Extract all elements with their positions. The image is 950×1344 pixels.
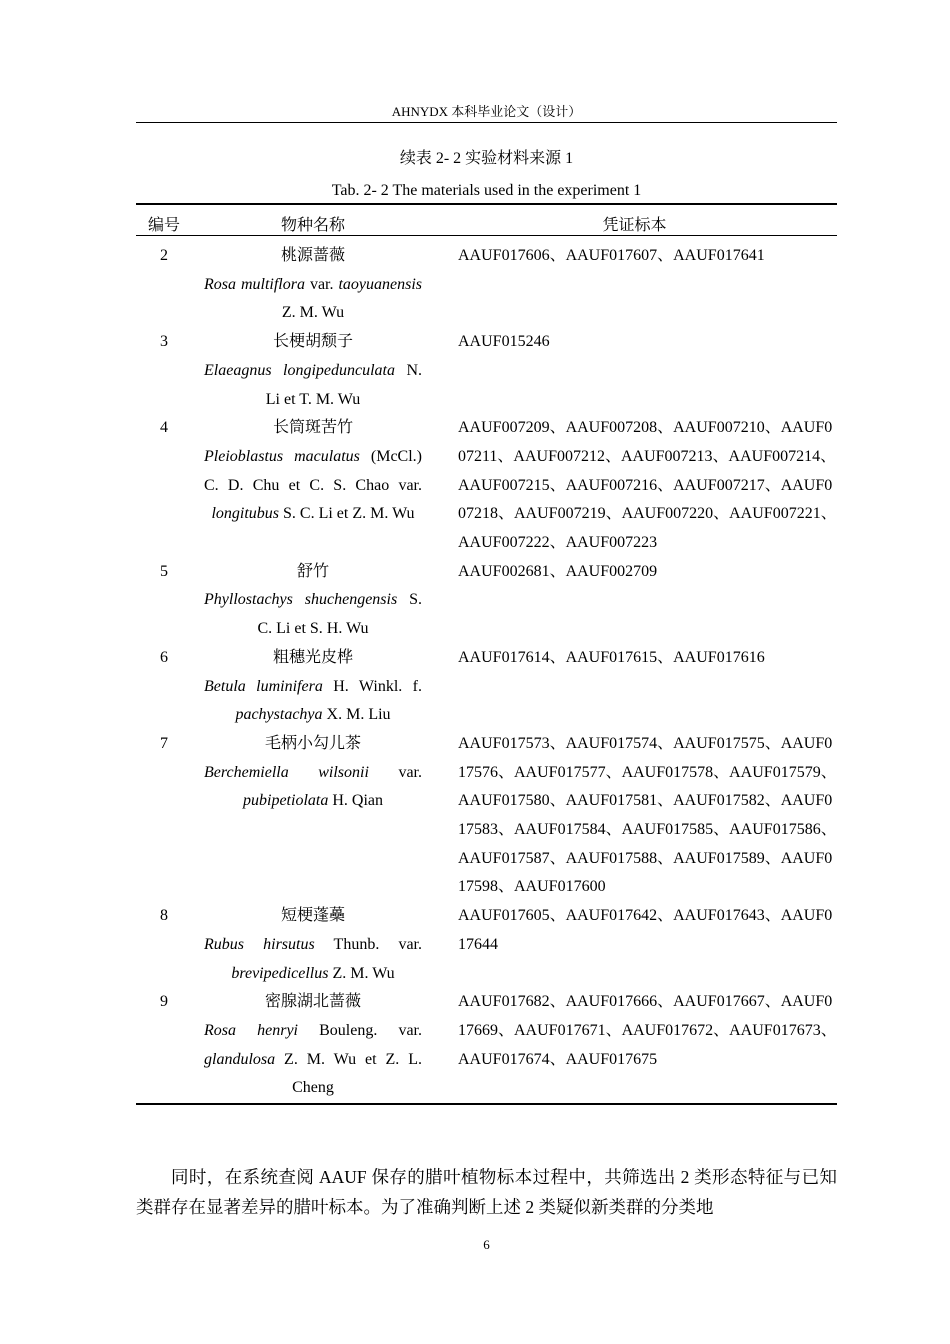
author-citation: N. Li et T. M. Wu — [265, 361, 422, 408]
author-citation: Z. M. Wu — [281, 304, 345, 322]
chinese-name: 毛柄小勾儿茶 — [264, 734, 361, 752]
scientific-epithet: Rosa henryi — [204, 1021, 298, 1039]
materials-table — [136, 203, 837, 1105]
table-row — [136, 988, 837, 1104]
scientific-epithet: Berchemiella wilsonii — [204, 763, 369, 781]
table-body — [136, 236, 837, 1105]
scientific-name — [204, 931, 422, 988]
table-row — [136, 558, 837, 644]
author-citation: H. Winkl. f. — [322, 677, 422, 695]
voucher-specimens: AAUF017682、AAUF017666、AAUF017667、AAUF017669、AAUF017671、AAUF017672、AAUF017673、AAUF017674、AAUF017675 — [432, 988, 837, 1104]
author-citation: S. C. Li et S. H. Wu — [257, 591, 422, 638]
author-citation: Bouleng. var. — [298, 1021, 423, 1039]
author-citation: var. — [368, 763, 422, 781]
species-name-cell — [194, 414, 432, 558]
scientific-epithet: Elaeagnus longipedunculata — [204, 361, 395, 379]
author-citation: X. M. Liu — [322, 706, 391, 724]
author-citation: Z. M. Wu — [328, 964, 395, 982]
author-citation: (McCl.) C. D. Chu et C. S. Chao var. — [204, 447, 422, 494]
header-voucher: 凭证标本 — [432, 204, 837, 236]
row-id: 5 — [160, 562, 168, 580]
voucher-specimens: AAUF015246 — [458, 333, 550, 351]
species-name-cell — [194, 730, 432, 902]
table-row — [136, 414, 837, 558]
voucher-specimens: AAUF002681、AAUF002709 — [458, 562, 658, 580]
table-row — [136, 328, 837, 414]
chinese-name: 长梗胡颓子 — [272, 333, 353, 351]
chinese-name: 短梗蓬蘽 — [280, 907, 345, 925]
body-paragraph: 同时，在系统查阅 AAUF 保存的腊叶植物标本过程中，共筛选出 2 类形态特征与已知类群存在显著差异的腊叶标本。为了准确判断上述 2 类疑似新类群的分类地 — [136, 1167, 837, 1217]
species-name-cell — [194, 644, 432, 730]
author-citation: Thunb. var. — [314, 935, 422, 953]
scientific-epithet: Betula luminifera — [204, 677, 323, 695]
scientific-epithet: brevipedicellus — [231, 964, 329, 982]
materials-table-container — [136, 203, 837, 1105]
row-id: 6 — [160, 648, 168, 666]
scientific-epithet: Rosa multiflora — [204, 275, 305, 293]
author-citation: Z. M. Wu et Z. L. Cheng — [275, 1050, 422, 1097]
table-caption-chinese: 续表 2- 2 实验材料来源 1 — [399, 150, 574, 167]
species-name-cell — [194, 988, 432, 1104]
species-name-cell — [194, 902, 432, 988]
scientific-epithet: Rubus hirsutus — [204, 935, 315, 953]
scientific-name — [204, 1017, 422, 1103]
table-caption-english: Tab. 2- 2 The materials used in the experiment 1 — [331, 182, 642, 199]
scientific-name — [204, 271, 422, 328]
header-species-name: 物种名称 — [194, 204, 432, 236]
table-row — [136, 242, 837, 328]
row-id: 3 — [160, 333, 168, 351]
chinese-name: 舒竹 — [296, 562, 329, 580]
chinese-name: 密腺湖北蔷薇 — [264, 993, 361, 1011]
scientific-epithet: glandulosa — [204, 1050, 276, 1068]
author-citation: S. C. Li et Z. M. Wu — [279, 505, 415, 523]
header-id: 编号 — [136, 204, 194, 236]
scientific-epithet: pachystachya — [235, 706, 323, 724]
scientific-name — [204, 673, 422, 730]
scientific-name — [204, 357, 422, 414]
row-id: 2 — [160, 247, 168, 264]
scientific-epithet: Phyllostachys shuchengensis — [204, 591, 398, 609]
scientific-name — [204, 586, 422, 643]
species-name-cell — [194, 242, 432, 328]
running-header: AHNYDX 本科毕业论文（设计） — [136, 104, 837, 123]
voucher-specimens: AAUF007209、AAUF007208、AAUF007210、AAUF007211、AAUF007212、AAUF007213、AAUF007214、AAUF007215、AAUF007216、AAUF007217、AAUF007218、AAUF007219、AAUF007220、AAUF007221、AAUF007222、AAUF007223 — [458, 419, 837, 552]
scientific-name — [204, 759, 422, 816]
voucher-specimens: AAUF017614、AAUF017615、AAUF017616 — [458, 648, 765, 666]
row-id: 4 — [160, 419, 168, 437]
row-id: 9 — [136, 988, 194, 1104]
voucher-specimens: AAUF017606、AAUF017607、AAUF017641 — [458, 247, 765, 264]
table-row — [136, 730, 837, 902]
chinese-name: 粗穗光皮桦 — [272, 648, 353, 666]
page-number: 6 — [483, 1237, 490, 1252]
scientific-epithet: longitubus — [211, 505, 280, 523]
table-row — [136, 902, 837, 988]
author-citation: var. — [304, 275, 339, 293]
chinese-name: 桃源蔷薇 — [280, 247, 345, 264]
scientific-epithet: pubipetiolata — [243, 792, 329, 810]
table-row — [136, 644, 837, 730]
row-id: 7 — [160, 734, 168, 752]
scientific-epithet: taoyuanensis — [338, 275, 423, 293]
scientific-epithet: Pleioblastus maculatus — [204, 447, 360, 465]
row-id: 8 — [160, 907, 168, 925]
species-name-cell — [194, 558, 432, 644]
table-header-row — [136, 204, 837, 236]
scientific-name — [204, 443, 422, 529]
chinese-name: 长筒斑苦竹 — [272, 419, 353, 437]
author-citation: H. Qian — [328, 792, 383, 810]
voucher-specimens: AAUF017573、AAUF017574、AAUF017575、AAUF017576、AAUF017577、AAUF017578、AAUF017579、AAUF017580、AAUF017581、AAUF017582、AAUF017583、AAUF017584、AAUF017585、AAUF017586、AAUF017587、AAUF017588、AAUF017589、AAUF017598、AAUF017600 — [458, 734, 837, 896]
voucher-specimens: AAUF017605、AAUF017642、AAUF017643、AAUF017644 — [458, 907, 833, 953]
species-name-cell — [194, 328, 432, 414]
